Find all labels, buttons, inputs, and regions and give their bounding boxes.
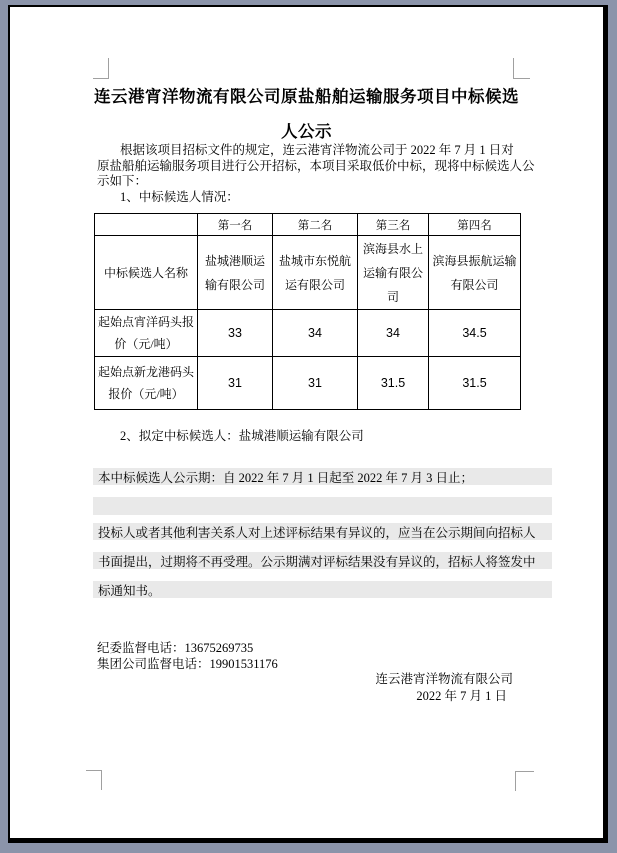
table-header-cell-blank	[95, 214, 198, 236]
publicity-period-line: 本中标候选人公示期：自 2022 年 7 月 1 日起至 2022 年 7 月 3 日止；	[93, 468, 552, 485]
document-title	[10, 79, 603, 149]
row-label-cell: 起始点新龙港码头报价（元/吨）	[95, 357, 198, 410]
highlight-blank-line	[93, 497, 552, 515]
signature-block	[300, 671, 513, 705]
row-label-cell: 起始点宵洋码头报价（元/吨）	[95, 310, 198, 357]
price-cell: 33	[198, 310, 273, 357]
table-row-candidate-names	[95, 236, 521, 310]
signature-company: 连云港宵洋物流有限公司	[375, 672, 513, 686]
objection-paragraph-line-3: 标通知书。	[93, 581, 552, 598]
table-header-cell-rank-2: 第二名	[273, 214, 358, 236]
table-row-xinlonggang-price	[95, 357, 521, 410]
signature-date: 2022 年 7 月 1 日	[416, 689, 507, 703]
candidates-section-heading: 1、中标候选人情况：	[120, 190, 239, 204]
intro-line-3: 示如下：	[97, 174, 148, 188]
price-cell: 31	[198, 357, 273, 410]
crop-mark-bottom-left-icon	[86, 770, 102, 790]
table-row-xiaoyang-price	[95, 310, 521, 357]
crop-mark-top-left-icon	[93, 58, 109, 79]
crop-mark-top-right-icon	[513, 58, 530, 79]
company-name-cell: 盐城市东悦航运有限公司	[273, 236, 358, 310]
intro-line-1: 根据该项目招标文件的规定，连云港宵洋物流公司于 2022 年 7 月 1 日对	[120, 143, 514, 157]
price-cell: 34.5	[429, 310, 521, 357]
price-cell: 31.5	[429, 357, 521, 410]
discipline-phone-line: 纪委监督电话：13675269735	[97, 641, 254, 655]
table-header-row	[95, 214, 521, 236]
objection-paragraph-line-2: 书面提出，过期将不再受理。公示期满对评标结果没有异议的，招标人将签发中	[93, 552, 552, 569]
price-cell: 31.5	[358, 357, 429, 410]
table-header-cell-rank-1: 第一名	[198, 214, 273, 236]
document-page[interactable]	[8, 5, 608, 843]
row-label-cell: 中标候选人名称	[95, 236, 198, 310]
company-name-cell: 滨海县水上运输有限公司	[358, 236, 429, 310]
crop-mark-bottom-right-icon	[515, 771, 534, 791]
price-cell: 31	[273, 357, 358, 410]
title-line-2: 人公示	[281, 122, 332, 141]
supervision-contacts	[97, 641, 278, 672]
title-line-1: 连云港宵洋物流有限公司原盐船舶运输服务项目中标候选	[94, 87, 519, 106]
price-cell: 34	[358, 310, 429, 357]
company-name-cell: 盐城港顺运输有限公司	[198, 236, 273, 310]
objection-paragraph-line-1: 投标人或者其他利害关系人对上述评标结果有异议的，应当在公示期间向招标人	[93, 523, 552, 540]
company-name-cell: 滨海县振航运输有限公司	[429, 236, 521, 310]
bid-candidates-table	[94, 213, 521, 410]
intro-line-2: 原盐船舶运输服务项目进行公开招标，本项目采取低价中标，现将中标候选人公	[97, 158, 535, 173]
table-header-cell-rank-4: 第四名	[429, 214, 521, 236]
table-header-cell-rank-3: 第三名	[358, 214, 429, 236]
price-cell: 34	[273, 310, 358, 357]
intro-paragraph	[97, 143, 535, 190]
group-phone-line: 集团公司监督电话：19901531176	[97, 656, 278, 671]
proposed-candidate-heading: 2、拟定中标候选人：盐城港顺运输有限公司	[120, 429, 364, 443]
